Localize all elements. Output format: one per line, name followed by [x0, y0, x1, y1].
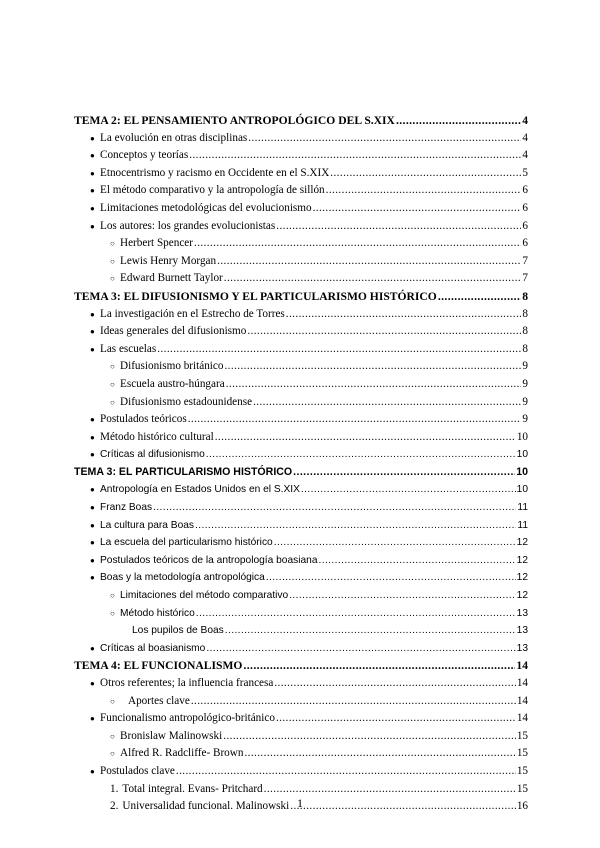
toc-entry[interactable]: [74, 341, 528, 359]
toc-heading-tema-3-difusionismo[interactable]: [74, 288, 528, 306]
list-number: 2.: [110, 800, 119, 813]
toc-entry-label: Las escuelas: [100, 342, 157, 355]
toc-heading-tema-3-particularismo[interactable]: [74, 464, 528, 482]
leader-dots: [195, 517, 516, 535]
bullet-icon: ●: [90, 133, 95, 143]
bullet-icon: ●: [90, 415, 95, 425]
toc-entry-page: 12: [516, 554, 528, 566]
toc-entry-label: TEMA 2: EL PENSAMIENTO ANTROPOLÓGICO DEL S.XIX: [74, 114, 395, 127]
toc-entry-label: Alfred R. Radcliffe- Brown: [120, 747, 244, 760]
leader-dots: [224, 358, 521, 376]
bullet-icon: ●: [90, 327, 95, 337]
leader-dots: [176, 763, 516, 781]
leader-dots: [153, 499, 516, 517]
bullet-icon: ●: [90, 186, 95, 196]
toc-entry-page: 6: [522, 201, 528, 214]
leader-dots: [330, 165, 521, 183]
leader-dots: [188, 411, 522, 429]
toc-entry-label: Antropología en Estados Unidos en el S.XIX: [100, 484, 300, 496]
toc-entry-page: 12: [516, 537, 528, 549]
toc-subentry[interactable]: [74, 587, 528, 605]
leader-dots: [286, 306, 522, 324]
toc-entry[interactable]: [74, 147, 528, 165]
toc-entry-page: 8: [522, 307, 528, 320]
toc-entry-page: 6: [522, 237, 528, 250]
leader-dots: [247, 323, 521, 341]
bullet-icon: ●: [90, 485, 95, 495]
bullet-icon: ●: [90, 679, 95, 688]
toc-subentry[interactable]: [74, 605, 528, 623]
leader-dots: [223, 728, 516, 746]
leader-dots: [248, 130, 521, 148]
list-number: 1.: [110, 782, 119, 795]
toc-entry-label: Método histórico: [120, 607, 195, 619]
toc-subentry[interactable]: [74, 745, 528, 763]
toc-entry-page: 13: [516, 642, 528, 654]
toc-entry-label: Etnocentrismo y racismo en Occidente en el S.XIX: [100, 166, 330, 179]
toc-entry-page: 14: [516, 677, 528, 689]
toc-entry-page: 12: [516, 572, 528, 584]
toc-entry-page: 5: [522, 166, 528, 179]
leader-dots: [196, 605, 516, 623]
toc-entry-label: La cultura para Boas: [100, 519, 195, 531]
circle-bullet-icon: ○: [110, 379, 115, 389]
leader-dots: [157, 341, 521, 359]
toc-entry-page: 4: [522, 131, 528, 144]
toc-subentry[interactable]: [74, 728, 528, 746]
toc-entry-label: Lewis Henry Morgan: [120, 254, 217, 267]
toc-entry-page: 12: [516, 590, 528, 602]
toc-entry[interactable]: [74, 218, 528, 236]
toc-entry-label: Postulados teóricos: [100, 413, 187, 426]
toc-entry-label: El método comparativo y la antropología de sillón: [100, 184, 325, 197]
toc-entry[interactable]: [74, 675, 528, 693]
toc-entry[interactable]: [74, 411, 528, 429]
bullet-icon: ●: [90, 309, 95, 319]
toc-entry-label: Limitaciones metodológicas del evolucionismo: [100, 201, 312, 214]
toc-entry-label: Franz Boas: [100, 502, 153, 514]
toc-entry-page: 4: [522, 149, 528, 162]
toc-entry[interactable]: [74, 710, 528, 728]
bullet-icon: ●: [90, 503, 95, 513]
leader-dots: [289, 587, 515, 605]
toc-entry-label: Limitaciones del método comparativo: [120, 590, 289, 602]
toc-subentry[interactable]: [74, 394, 528, 412]
toc-entry-label: Los pupilos de Boas: [132, 625, 224, 637]
toc-entry-page: 13: [516, 625, 528, 637]
bullet-icon: ●: [90, 221, 95, 231]
toc-entry-label: Escuela austro-húngara: [120, 377, 225, 390]
bullet-icon: ●: [90, 151, 95, 161]
leader-dots: [266, 569, 516, 587]
leader-dots: [396, 112, 521, 130]
toc-entry-page: 6: [522, 219, 528, 232]
toc-entry[interactable]: [74, 182, 528, 200]
toc-entry-label: Postulados teóricos de la antropología boasiana: [100, 554, 318, 566]
bullet-icon: ●: [90, 555, 95, 565]
toc-entry-page: 13: [516, 607, 528, 619]
leader-dots: [194, 235, 521, 253]
toc-entry-page: 9: [522, 360, 528, 373]
leader-dots: [225, 622, 516, 640]
toc-entry-label: Los autores: los grandes evolucionistas: [100, 219, 276, 232]
toc-entry-page: 8: [522, 289, 528, 303]
leader-dots: [326, 182, 522, 200]
leader-dots: [274, 675, 515, 693]
leader-dots: [438, 288, 521, 306]
bullet-icon: ●: [90, 766, 95, 776]
bullet-icon: ●: [90, 643, 95, 653]
toc-entry-page: 15: [516, 729, 528, 742]
circle-bullet-icon: ○: [110, 731, 115, 741]
leader-dots: [224, 270, 522, 288]
circle-bullet-icon: ○: [110, 591, 115, 601]
toc-entry[interactable]: [74, 481, 528, 499]
leader-dots: [244, 745, 515, 763]
toc-entry-page: 15: [516, 764, 528, 777]
toc-entry-label: Aportes clave: [128, 694, 190, 707]
bullet-icon: ●: [90, 344, 95, 354]
toc-entry-label: TEMA 3: EL DIFUSIONISMO Y EL PARTICULARISMO HISTÓRICO: [74, 289, 437, 303]
leader-dots: [206, 640, 515, 658]
toc-entry[interactable]: [74, 517, 528, 535]
toc-subentry[interactable]: [74, 235, 528, 253]
toc-entry[interactable]: [74, 534, 528, 552]
toc-entry-page: 10: [516, 465, 528, 478]
toc-heading-tema-4[interactable]: [74, 657, 528, 675]
circle-bullet-icon: ○: [110, 608, 115, 618]
circle-bullet-icon: ○: [110, 696, 115, 706]
leader-dots: [226, 376, 522, 394]
toc-entry[interactable]: [74, 552, 528, 570]
toc-subentry[interactable]: [74, 693, 528, 711]
toc-entry-label: Difusionismo estadounidense: [120, 395, 253, 408]
toc-entry-page: 16: [516, 800, 528, 813]
bullet-icon: ●: [90, 450, 95, 460]
toc-entry-page: 10: [516, 484, 528, 496]
toc-entry[interactable]: [74, 429, 528, 447]
toc-heading-tema-2[interactable]: [74, 112, 528, 130]
toc-entry-page: 15: [516, 782, 528, 795]
toc-entry[interactable]: [74, 499, 528, 517]
toc-entry-page: 9: [522, 377, 528, 390]
toc-entry-label: Ideas generales del difusionismo: [100, 325, 247, 338]
circle-bullet-icon: ○: [110, 362, 115, 372]
toc-entry-label: La investigación en el Estrecho de Torres: [100, 307, 285, 320]
toc-entry[interactable]: [74, 130, 528, 148]
toc-entry-page: 11: [517, 502, 528, 514]
toc-entry-label: Bronislaw Malinowski: [120, 729, 223, 742]
toc-entry-page: 10: [516, 449, 528, 461]
toc-entry-page: 14: [516, 659, 528, 673]
toc-entry-label: Universalidad funcional. Malinowski: [122, 800, 290, 813]
toc-entry-label: Críticas al difusionismo: [100, 449, 205, 461]
leader-dots: [189, 147, 521, 165]
toc-entry-page: 9: [522, 413, 528, 426]
toc-entry-page: 7: [522, 272, 528, 285]
circle-bullet-icon: ○: [110, 749, 115, 759]
toc-subentry[interactable]: [74, 622, 528, 640]
toc-entry-label: Herbert Spencer: [120, 237, 193, 250]
toc-entry-label: Otros referentes; la influencia francesa: [100, 677, 274, 689]
toc-entry-page: 7: [522, 254, 528, 267]
leader-dots: [293, 464, 515, 482]
bullet-icon: ●: [90, 520, 95, 530]
toc-entry-label: Edward Burnett Taylor: [120, 272, 223, 285]
leader-dots: [318, 552, 515, 570]
toc-entry-page: 8: [522, 342, 528, 355]
toc-entry-page: 11: [517, 519, 528, 531]
leader-dots: [253, 394, 521, 412]
leader-dots: [215, 429, 516, 447]
toc-entry-label: Postulados clave: [100, 764, 175, 777]
toc-entry[interactable]: [74, 640, 528, 658]
toc-entry-label: Total integral. Evans- Pritchard: [122, 782, 263, 795]
circle-bullet-icon: ○: [110, 397, 115, 407]
bullet-icon: ●: [90, 432, 95, 442]
leader-dots: [243, 657, 515, 675]
toc-entry[interactable]: [74, 569, 528, 587]
toc-entry-page: 15: [516, 747, 528, 760]
toc-entry-page: 6: [522, 184, 528, 197]
toc-entry-label: Método histórico cultural: [100, 430, 214, 443]
toc-entry-label: La evolución en otras disciplinas: [100, 131, 248, 144]
toc-entry[interactable]: [74, 165, 528, 183]
bullet-icon: ●: [90, 203, 95, 213]
toc-entry[interactable]: [74, 323, 528, 341]
bullet-icon: ●: [90, 538, 95, 548]
toc-entry-page: 10: [516, 430, 528, 443]
toc-entry-label: TEMA 3: EL PARTICULARISMO HISTÓRICO: [74, 465, 293, 478]
circle-bullet-icon: ○: [110, 274, 115, 284]
leader-dots: [191, 693, 516, 711]
toc-entry-label: La escuela del particularismo histórico: [100, 537, 273, 549]
toc-entry-page: 8: [522, 325, 528, 338]
toc-entry-page: 14: [516, 694, 528, 707]
table-of-contents: [74, 112, 528, 816]
toc-entry-label: Críticas al boasianismo: [100, 642, 206, 654]
bullet-icon: ●: [90, 573, 95, 583]
bullet-icon: ●: [90, 168, 95, 178]
toc-subentry[interactable]: [74, 253, 528, 271]
toc-entry-page: 4: [522, 114, 528, 127]
bullet-icon: ●: [90, 714, 95, 724]
leader-dots: [313, 200, 522, 218]
toc-subentry[interactable]: [74, 376, 528, 394]
leader-dots: [274, 534, 516, 552]
toc-entry-page: 9: [522, 395, 528, 408]
leader-dots: [276, 710, 516, 728]
leader-dots: [301, 481, 516, 499]
toc-entry[interactable]: [74, 306, 528, 324]
leader-dots: [276, 218, 521, 236]
toc-entry-label: Difusionismo británico: [120, 360, 224, 373]
leader-dots: [206, 446, 516, 464]
toc-entry-page: 14: [516, 712, 528, 725]
toc-entry[interactable]: [74, 446, 528, 464]
circle-bullet-icon: ○: [110, 239, 115, 249]
leader-dots: [217, 253, 521, 271]
toc-entry-label: Boas y la metodología antropológica: [100, 572, 265, 584]
toc-entry-label: TEMA 4: EL FUNCIONALISMO: [74, 659, 243, 673]
toc-entry-label: Funcionalismo antropológico-británico: [100, 712, 275, 725]
circle-bullet-icon: ○: [110, 256, 115, 266]
toc-entry[interactable]: [74, 763, 528, 781]
page-number: 1: [297, 796, 303, 810]
toc-subentry[interactable]: [74, 358, 528, 376]
toc-entry-label: Conceptos y teorías: [100, 149, 189, 162]
toc-subentry[interactable]: [74, 270, 528, 288]
toc-entry[interactable]: [74, 200, 528, 218]
